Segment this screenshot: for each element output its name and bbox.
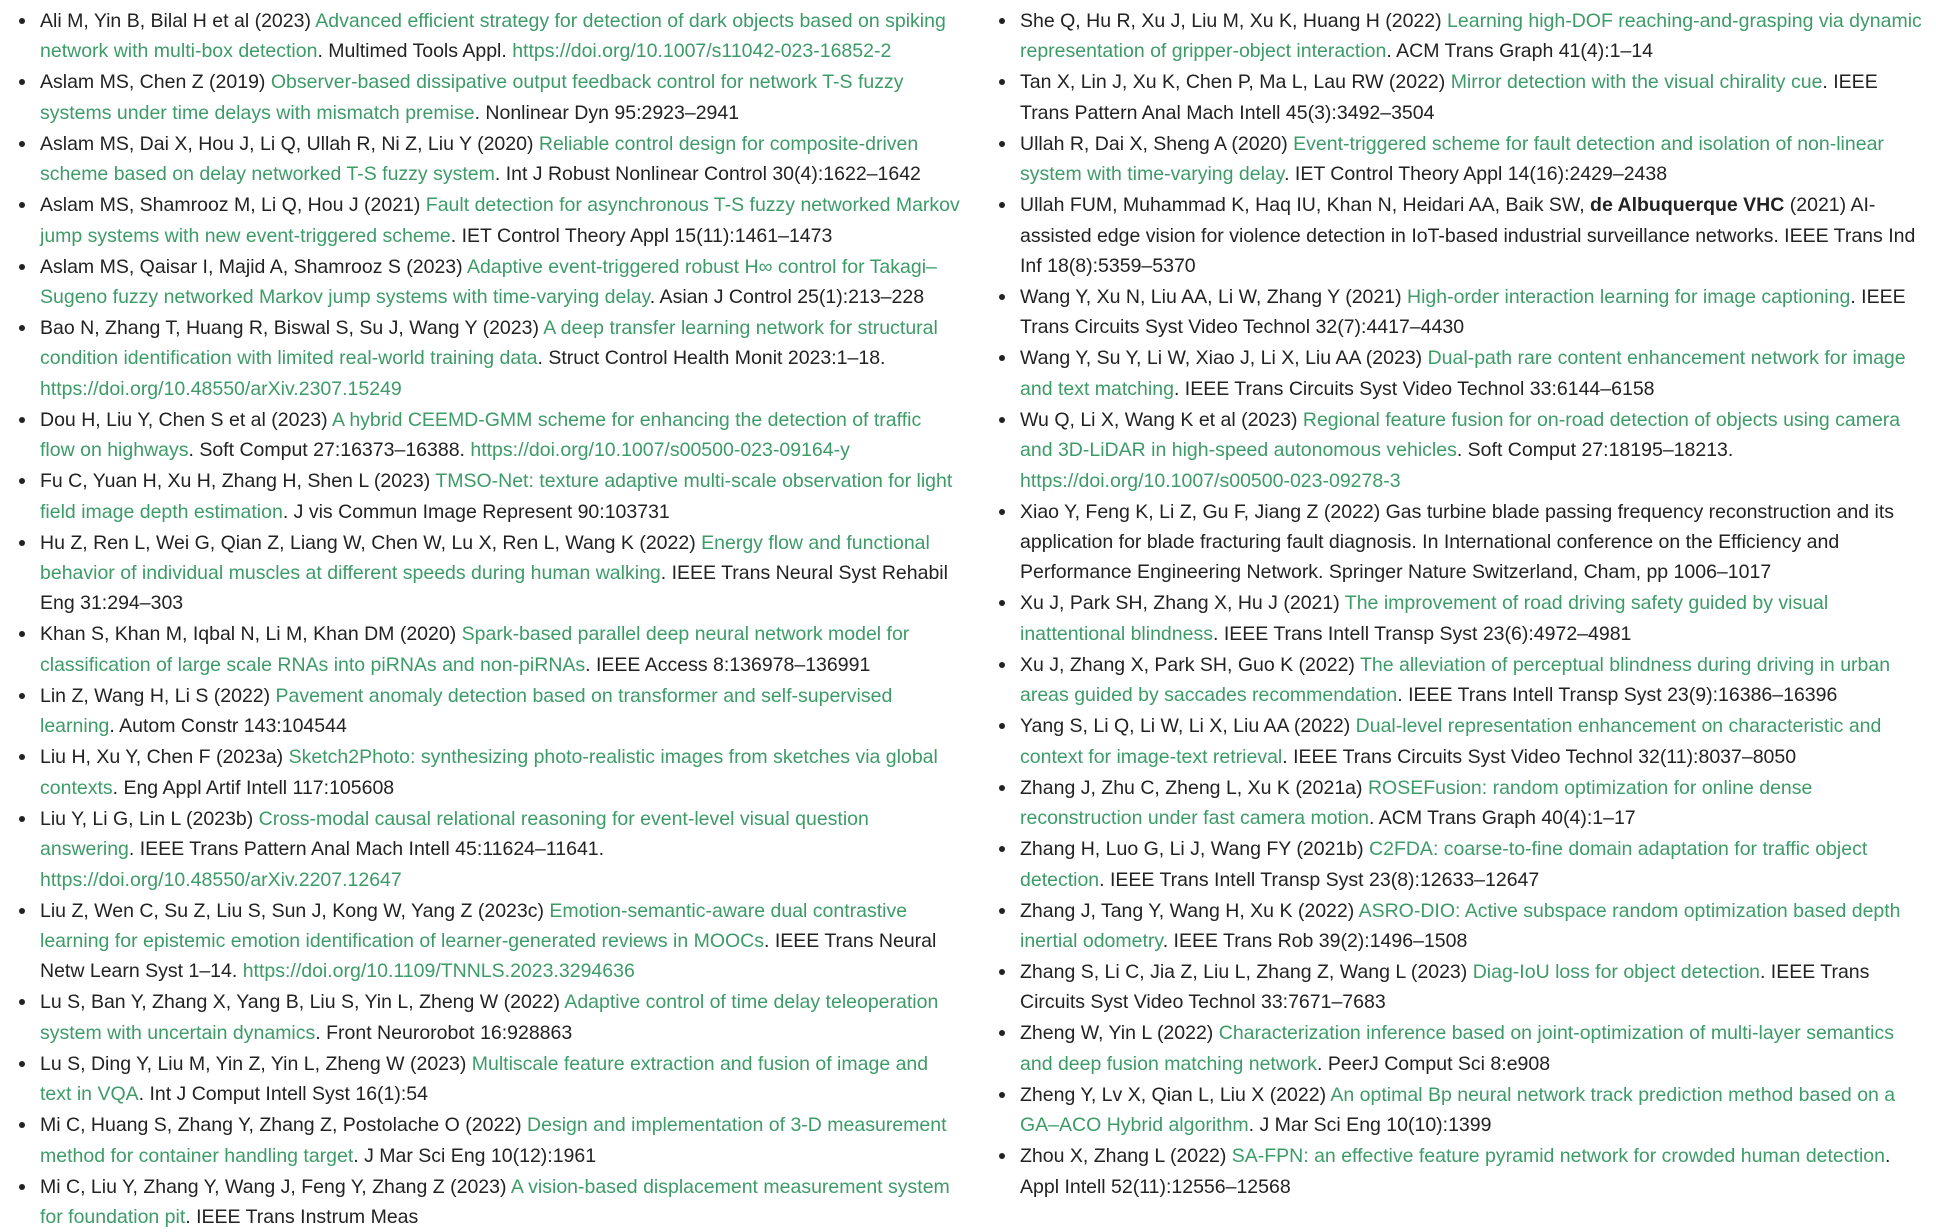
reference-source: . Soft Comput 27:16373–16388. [188,439,471,462]
reference-source: . Multimed Tools Appl. [317,40,513,63]
reference-source: . IEEE Trans Intell Transp Syst 23(9):16386–16396 [1397,684,1838,707]
reference-item [990,190,1924,281]
reference-item [10,1110,960,1171]
reference-title-link[interactable]: Multiscale feature extraction and fusion of image and text in VQA [40,1052,929,1106]
reference-highlighted-author: de Albuquerque VHC [1590,194,1785,217]
reference-title-link[interactable]: Observer-based dissipative output feedback control for network T-S fuzzy systems under time delays with mismatch premise [40,71,904,124]
references-right-column [990,6,1936,1198]
reference-authors: Xiao Y, Feng K, Li Z, Gu F, Jiang Z (2022) Gas turbine blade passing frequency reconstruction and its application for blade fracturing fault diagnosis. In International conference on the Efficiency and Performance Engineering Network. Springer Nature Switzerland, Cham, pp 1006–1017 [1020,500,1895,584]
reference-doi-link[interactable]: https://doi.org/10.1109/TNNLS.2023.3294636 [242,960,635,983]
reference-title-link[interactable]: A vision-based displacement measurement system for foundation pit [40,1175,950,1228]
reference-title-link[interactable]: Spark-based parallel deep neural network model for classification of large scale RNAs into piRNAs and non-piRNAs [40,623,910,676]
reference-source: . IEEE Trans Pattern Anal Mach Intell 45:11624–11641. [128,838,605,861]
reference-item [10,313,960,404]
reference-title-link[interactable]: Diag-IoU loss for object detection [1472,960,1760,983]
reference-authors: Xu J, Zhang X, Park SH, Guo K (2022) [1020,653,1360,676]
reference-source: . Nonlinear Dyn 95:2923–2941 [474,101,740,124]
reference-item [10,681,960,742]
reference-item [990,6,1924,67]
reference-authors: Zhang J, Tang Y, Wang H, Xu K (2022) [1020,899,1359,922]
reference-source: . ACM Trans Graph 41(4):1–14 [1386,40,1654,63]
reference-title-link[interactable]: ASRO-DIO: Active subspace random optimization based depth inertial odometry [1020,899,1901,952]
reference-authors: Aslam MS, Shamrooz M, Li Q, Hou J (2021) [40,194,426,217]
reference-source: . IEEE Trans Instrum Meas [185,1205,419,1228]
reference-item [10,742,960,803]
reference-item [10,1049,960,1110]
reference-authors: Aslam MS, Qaisar I, Majid A, Shamrooz S (2023) [40,255,467,278]
reference-item [10,67,960,128]
reference-authors: Wang Y, Xu N, Liu AA, Li W, Zhang Y (2021) [1020,286,1407,309]
reference-source: . Eng Appl Artif Intell 117:105608 [112,776,395,799]
reference-source: . Soft Comput 27:18195–18213. [1456,439,1734,462]
reference-item [10,896,960,987]
reference-source: . IEEE Access 8:136978–136991 [585,653,871,676]
reference-title-link[interactable]: Adaptive control of time delay teleoperation system with uncertain dynamics [40,991,939,1044]
reference-source: . Autom Constr 143:104544 [109,715,347,738]
reference-source: . IEEE Trans Circuits Syst Video Technol 33:7671–7683 [1020,960,1870,1014]
reference-item [990,773,1924,834]
reference-source: . IEEE Trans Neural Syst Rehabil Eng 31:294–303 [40,562,948,615]
reference-source: . Asian J Control 25(1):213–228 [649,286,925,309]
reference-item [990,834,1924,895]
reference-item [10,6,960,67]
reference-item [990,588,1924,649]
reference-item [10,129,960,190]
reference-authors: Liu Y, Li G, Lin L (2023b) [40,807,259,830]
reference-title-link[interactable]: Sketch2Photo: synthesizing photo-realistic images from sketches via global contexts [40,746,938,799]
reference-source: . IEEE Trans Intell Transp Syst 23(8):12633–12647 [1099,868,1540,891]
reference-authors: Khan S, Khan M, Iqbal N, Li M, Khan DM (2020) [40,623,462,646]
reference-source: (2021) AI-assisted edge vision for violence detection in IoT-based industrial surveillance networks. IEEE Trans Ind Inf 18(8):5359–5370 [1020,194,1916,278]
reference-source: . Appl Intell 52(11):12556–12568 [1020,1145,1891,1198]
reference-authors: Zheng Y, Lv X, Qian L, Liu X (2022) [1020,1083,1331,1106]
reference-item [990,129,1924,190]
reference-title-link[interactable]: The alleviation of perceptual blindness during driving in urban areas guided by saccades recommendation [1020,653,1891,707]
reference-item [990,1018,1924,1079]
reference-authors: Liu H, Xu Y, Chen F (2023a) [40,746,289,769]
reference-source: . IEEE Trans Circuits Syst Video Technol 32(11):8037–8050 [1282,745,1797,768]
reference-title-link[interactable]: A deep transfer learning network for structural condition identification with limited real-world training data [40,317,938,370]
reference-doi-link[interactable]: https://doi.org/10.48550/arXiv.2207.12647 [40,868,402,891]
reference-item [10,252,960,313]
reference-authors: Lin Z, Wang H, Li S (2022) [40,684,276,707]
reference-item [990,1080,1924,1141]
reference-title-link[interactable]: Cross-modal causal relational reasoning for event-level visual question answering [40,807,869,861]
reference-item [10,619,960,680]
reference-authors: Liu Z, Wen C, Su Z, Liu S, Sun J, Kong W, Yang Z (2023c) [40,899,550,922]
reference-title-link[interactable]: An optimal Bp neural network track prediction method based on a GA–ACO Hybrid algorithm [1020,1083,1896,1137]
reference-title-link[interactable]: TMSO-Net: texture adaptive multi-scale observation for light field image depth estimation [40,470,953,523]
reference-title-link[interactable]: Characterization inference based on joint-optimization of multi-layer semantics and deep fusion matching network [1020,1022,1894,1075]
reference-item [990,405,1924,496]
reference-authors: Zhang H, Luo G, Li J, Wang FY (2021b) [1020,838,1370,861]
reference-authors: Lu S, Ban Y, Zhang X, Yang B, Liu S, Yin L, Zheng W (2022) [40,991,565,1014]
reference-source: . IEEE Trans Rob 39(2):1496–1508 [1162,929,1468,952]
reference-title-link[interactable]: A hybrid CEEMD-GMM scheme for enhancing the detection of traffic flow on highways [40,408,922,462]
reference-authors: Zhang S, Li C, Jia Z, Liu L, Zhang Z, Wang L (2023) [1020,960,1473,983]
reference-title-link[interactable]: Fault detection for asynchronous T-S fuzzy networked Markov jump systems with new event-triggered scheme [40,194,960,247]
reference-title-link[interactable]: High-order interaction learning for image captioning [1406,286,1851,309]
reference-source: . IET Control Theory Appl 15(11):1461–1473 [450,224,833,247]
reference-authors: Wang Y, Su Y, Li W, Xiao J, Li X, Liu AA (2023) [1020,347,1428,370]
reference-title-link[interactable]: Reliable control design for composite-driven scheme based on delay networked T-S fuzzy system [40,132,919,186]
reference-title-link[interactable]: Mirror detection with the visual chirality cue [1450,71,1823,94]
reference-item [10,987,960,1048]
reference-authors: Bao N, Zhang T, Huang R, Biswal S, Su J, Wang Y (2023) [40,317,544,340]
reference-title-link[interactable]: Energy flow and functional behavior of individual muscles at different speeds during human walking [40,531,930,585]
reference-doi-link[interactable]: https://doi.org/10.1007/s00500-023-09278-3 [1020,469,1401,492]
reference-item [990,497,1924,588]
reference-item [10,804,960,895]
reference-authors: Mi C, Liu Y, Zhang Y, Wang J, Feng Y, Zhang Z (2023) [40,1175,511,1198]
reference-item [990,343,1924,404]
reference-authors: Zheng W, Yin L (2022) [1020,1022,1219,1045]
reference-source: . IEEE Trans Circuits Syst Video Technol 32(7):4417–4430 [1020,286,1906,339]
reference-authors: Ullah R, Dai X, Sheng A (2020) [1020,132,1294,155]
reference-item [10,466,960,527]
reference-item [990,1141,1924,1202]
reference-source: . ACM Trans Graph 40(4):1–17 [1369,807,1636,830]
reference-authors: Mi C, Huang S, Zhang Y, Zhang Z, Postolache O (2022) [40,1114,528,1137]
reference-source: . Front Neurorobot 16:928863 [315,1021,573,1044]
reference-authors: Aslam MS, Chen Z (2019) [40,71,271,94]
reference-authors: Xu J, Park SH, Zhang X, Hu J (2021) [1020,592,1345,615]
reference-item [10,405,960,466]
reference-authors: Ali M, Yin B, Bilal H et al (2023) [40,10,316,32]
reference-source: . IET Control Theory Appl 14(16):2429–2438 [1284,163,1668,186]
reference-authors: Lu S, Ding Y, Liu M, Yin Z, Yin L, Zheng W (2023) [40,1052,472,1075]
reference-item [990,67,1924,128]
reference-source: . Struct Control Health Monit 2023:1–18. [537,347,886,370]
reference-authors: Wu Q, Li X, Wang K et al (2023) [1020,408,1303,431]
reference-title-link[interactable]: Event-triggered scheme for fault detection and isolation of non-linear system with time-varying delay [1020,132,1884,186]
reference-item [990,896,1924,957]
reference-source: . IEEE Trans Circuits Syst Video Technol 33:6144–6158 [1173,377,1655,400]
reference-authors: Tan X, Lin J, Xu K, Chen P, Ma L, Lau RW (2022) [1020,71,1451,94]
reference-title-link[interactable]: The improvement of road driving safety guided by visual inattentional blindness [1020,592,1829,645]
reference-title-link[interactable]: Pavement anomaly detection based on transformer and self-supervised learning [40,684,893,738]
references-left-column [0,6,990,1228]
reference-doi-link[interactable]: https://doi.org/10.48550/arXiv.2307.15249 [40,377,402,400]
reference-title-link[interactable]: C2FDA: coarse-to-fine domain adaptation for traffic object detection [1020,838,1868,891]
reference-title-link[interactable]: SA-FPN: an effective feature pyramid network for crowded human detection [1231,1145,1885,1168]
reference-title-link[interactable]: Adaptive event-triggered robust H∞ control for Takagi–Sugeno fuzzy networked Markov jump systems with time-varying delay [40,255,937,309]
reference-authors: Zhou X, Zhang L (2022) [1020,1145,1232,1168]
reference-title-link[interactable]: Learning high-DOF reaching-and-grasping via dynamic representation of gripper-object interaction [1020,10,1922,63]
reference-authors: Yang S, Li Q, Li W, Li X, Liu AA (2022) [1020,715,1356,738]
reference-authors: Aslam MS, Dai X, Hou J, Li Q, Ullah R, Ni Z, Liu Y (2020) [40,132,539,155]
reference-item [10,1172,960,1232]
reference-item [990,650,1924,711]
reference-doi-link[interactable]: https://doi.org/10.1007/s11042-023-16852-2 [512,40,892,63]
reference-source: . Int J Robust Nonlinear Control 30(4):1622–1642 [494,163,921,186]
reference-list-right [990,6,1924,1202]
reference-authors: Ullah FUM, Muhammad K, Haq IU, Khan N, Heidari AA, Baik SW, [1020,194,1591,217]
reference-authors: Zhang J, Zhu C, Zheng L, Xu K (2021a) [1020,776,1368,799]
reference-item [990,957,1924,1018]
reference-authors: Fu C, Yuan H, Xu H, Zhang H, Shen L (2023) [40,470,436,493]
reference-title-link[interactable]: Regional feature fusion for on-road detection of objects using camera and 3D-LiDAR in high-speed autonomous vehicles [1020,408,1901,462]
reference-authors: She Q, Hu R, Xu J, Liu M, Xu K, Huang H (2022) [1020,10,1448,32]
reference-source: . IEEE Trans Pattern Anal Mach Intell 45(3):3492–3504 [1020,71,1878,124]
reference-source: . Int J Comput Intell Syst 16(1):54 [138,1083,429,1106]
reference-title-link[interactable]: Design and implementation of 3-D measurement method for container handling target [40,1114,947,1167]
reference-source: . PeerJ Comput Sci 8:e908 [1317,1052,1551,1075]
reference-source: . J vis Commun Image Represent 90:103731 [282,500,670,523]
reference-title-link[interactable]: Emotion-semantic-aware dual contrastive learning for epistemic emotion identification of learner-generated reviews in MOOCs [40,899,908,952]
reference-source: . IEEE Trans Intell Transp Syst 23(6):4972–4981 [1212,622,1632,645]
reference-doi-link[interactable]: https://doi.org/10.1007/s00500-023-09164-y [470,439,850,462]
reference-item [10,528,960,619]
reference-authors: Dou H, Liu Y, Chen S et al (2023) [40,408,332,431]
reference-source: . J Mar Sci Eng 10(10):1399 [1248,1114,1492,1137]
reference-authors: Hu Z, Ren L, Wei G, Qian Z, Liang W, Chen W, Lu X, Ren L, Wang K (2022) [40,531,702,554]
reference-list-left [10,6,960,1232]
reference-title-link[interactable]: ROSEFusion: random optimization for online dense reconstruction under fast camera motion [1020,776,1813,830]
reference-title-link[interactable]: Dual-path rare content enhancement network for image and text matching [1020,347,1906,400]
reference-source: . IEEE Trans Neural Netw Learn Syst 1–14. [40,929,937,983]
reference-source: . J Mar Sci Eng 10(12):1961 [353,1144,597,1167]
reference-title-link[interactable]: Dual-level representation enhancement on characteristic and context for image-text retrieval [1020,715,1882,768]
reference-item [990,282,1924,343]
reference-title-link[interactable]: Advanced efficient strategy for detection of dark objects based on spiking network with multi-box detection [40,10,946,63]
reference-item [10,190,960,251]
reference-item [990,711,1924,772]
